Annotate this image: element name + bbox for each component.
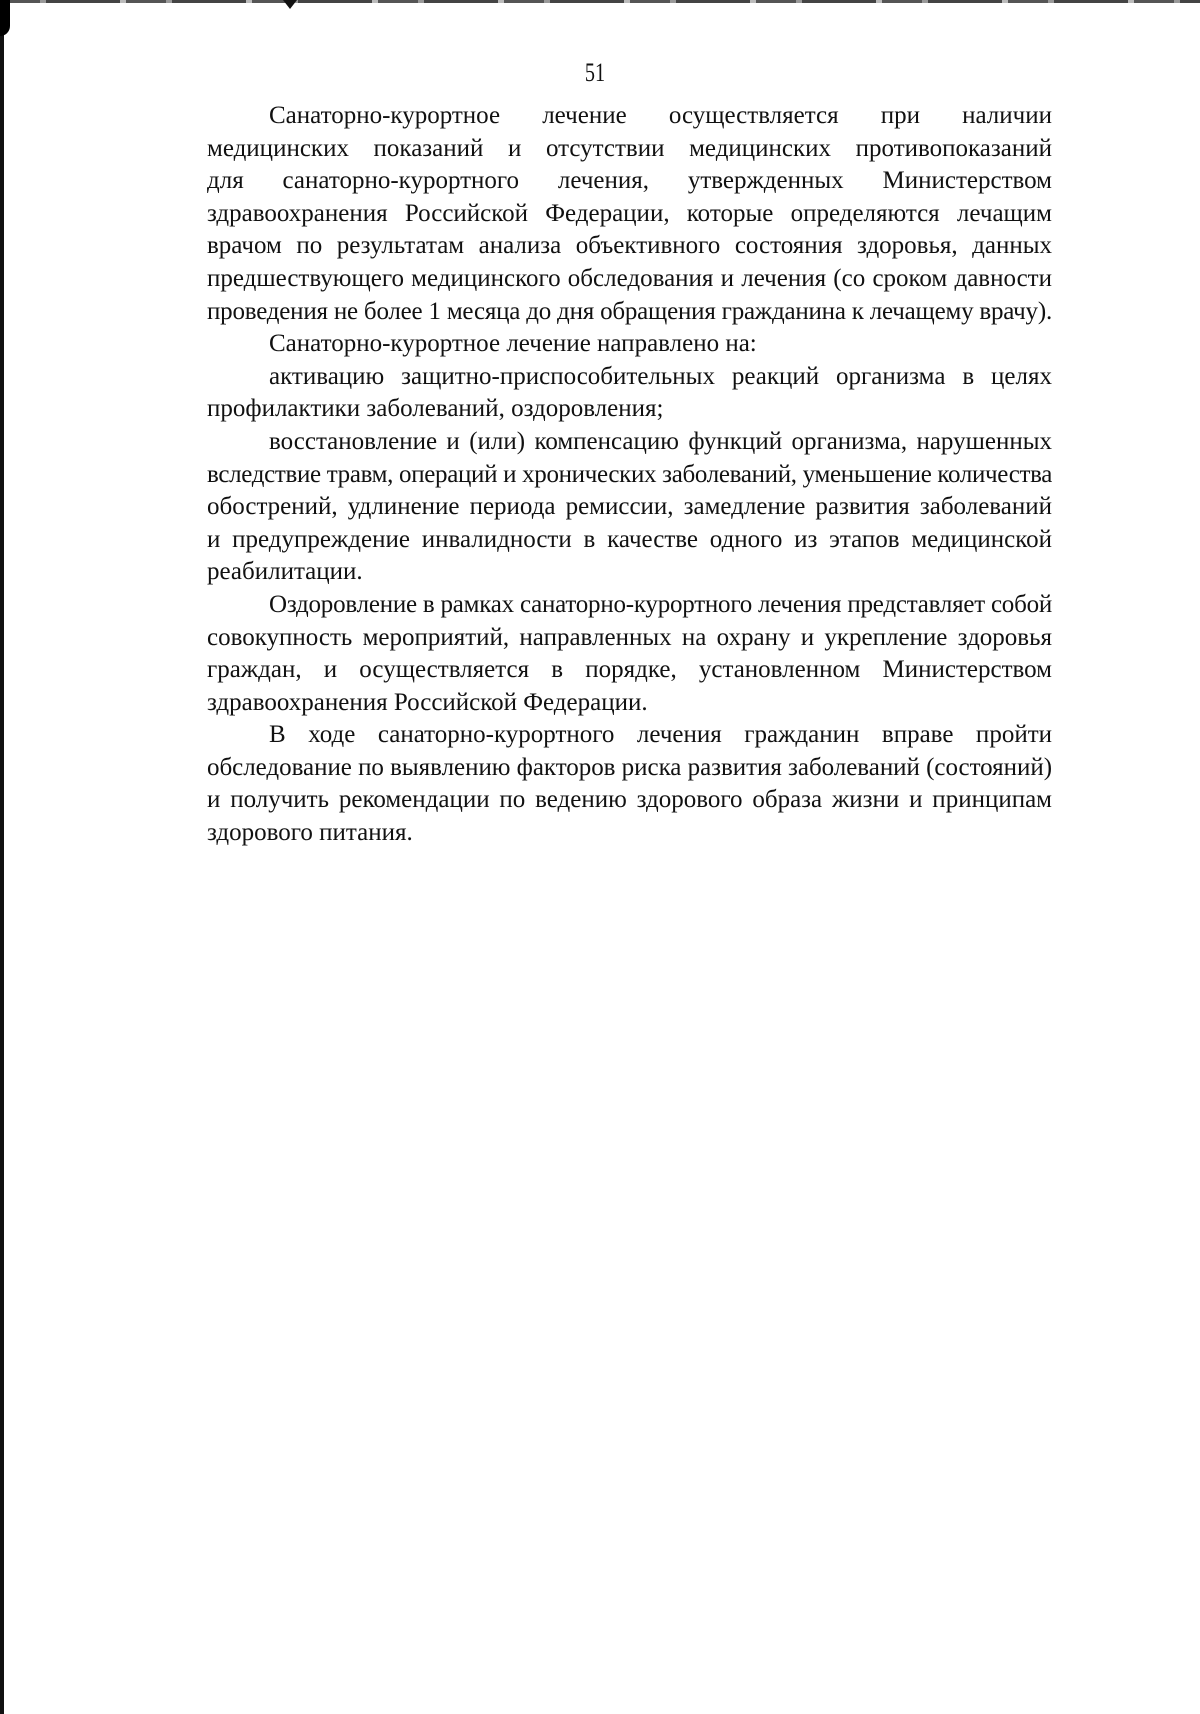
paragraph-aims-intro	[145, 328, 1052, 361]
text-line: медицинских показаний и отсутствии медицинских противопоказаний	[207, 134, 1052, 162]
text-line: здорового питания.	[207, 819, 413, 847]
text-line: активацию защитно-приспособительных реакций организма в целях	[269, 362, 1052, 390]
paragraph-examination	[145, 719, 1052, 849]
text-line: совокупность мероприятий, направленных на охрану и укрепление здоровья	[207, 623, 1052, 651]
text-line: и предупреждение инвалидности в качестве одного из этапов медицинской	[207, 525, 1052, 553]
scan-corner-mark	[0, 0, 10, 36]
paragraph-aim-activation	[145, 361, 1052, 426]
page-number: 51	[584, 58, 606, 87]
document-body	[145, 100, 1052, 850]
text-line: граждан, и осуществляется в порядке, установленном Министерством	[207, 656, 1052, 684]
text-line: здравоохранения Российской Федерации, которые определяются лечащим	[207, 199, 1052, 227]
paragraph-aim-restoration	[145, 426, 1052, 589]
scan-notch-mark	[283, 0, 297, 9]
text-line: обострений, удлинение периода ремиссии, замедление развития заболеваний	[207, 493, 1052, 521]
text-line: обследование по выявлению факторов риска развития заболеваний (состояний)	[207, 753, 1052, 781]
text-line: реабилитации.	[207, 558, 363, 586]
text-line: проведения не более 1 месяца до дня обращения гражданина к лечащему врачу).	[207, 297, 1052, 325]
text-line: профилактики заболеваний, оздоровления;	[207, 395, 664, 423]
paragraph-indications	[145, 100, 1052, 328]
text-line: для санаторно-курортного лечения, утвержденных Министерством	[207, 167, 1052, 195]
text-line: и получить рекомендации по ведению здорового образа жизни и принципам	[207, 786, 1052, 814]
text-line: восстановление и (или) компенсацию функций организма, нарушенных	[269, 427, 1052, 455]
text-line: Санаторно-курортное лечение осуществляется при наличии	[269, 102, 1052, 129]
text-line: здравоохранения Российской Федерации.	[207, 688, 648, 716]
text-line: Санаторно-курортное лечение направлено на:	[269, 330, 757, 358]
text-line: В ходе санаторно-курортного лечения гражданин вправе пройти	[269, 721, 1052, 749]
text-line: вследствие травм, операций и хронических заболеваний, уменьшение количества	[207, 460, 1052, 488]
text-line: Оздоровление в рамках санаторно-курортного лечения представляет собой	[269, 590, 1052, 618]
text-line: врачом по результатам анализа объективного состояния здоровья, данных	[207, 232, 1052, 260]
text-line: предшествующего медицинского обследования и лечения (со сроком давности	[207, 264, 1052, 292]
scan-left-edge	[0, 0, 4, 1714]
scan-top-edge	[0, 0, 1200, 3]
paragraph-wellness	[145, 589, 1052, 719]
